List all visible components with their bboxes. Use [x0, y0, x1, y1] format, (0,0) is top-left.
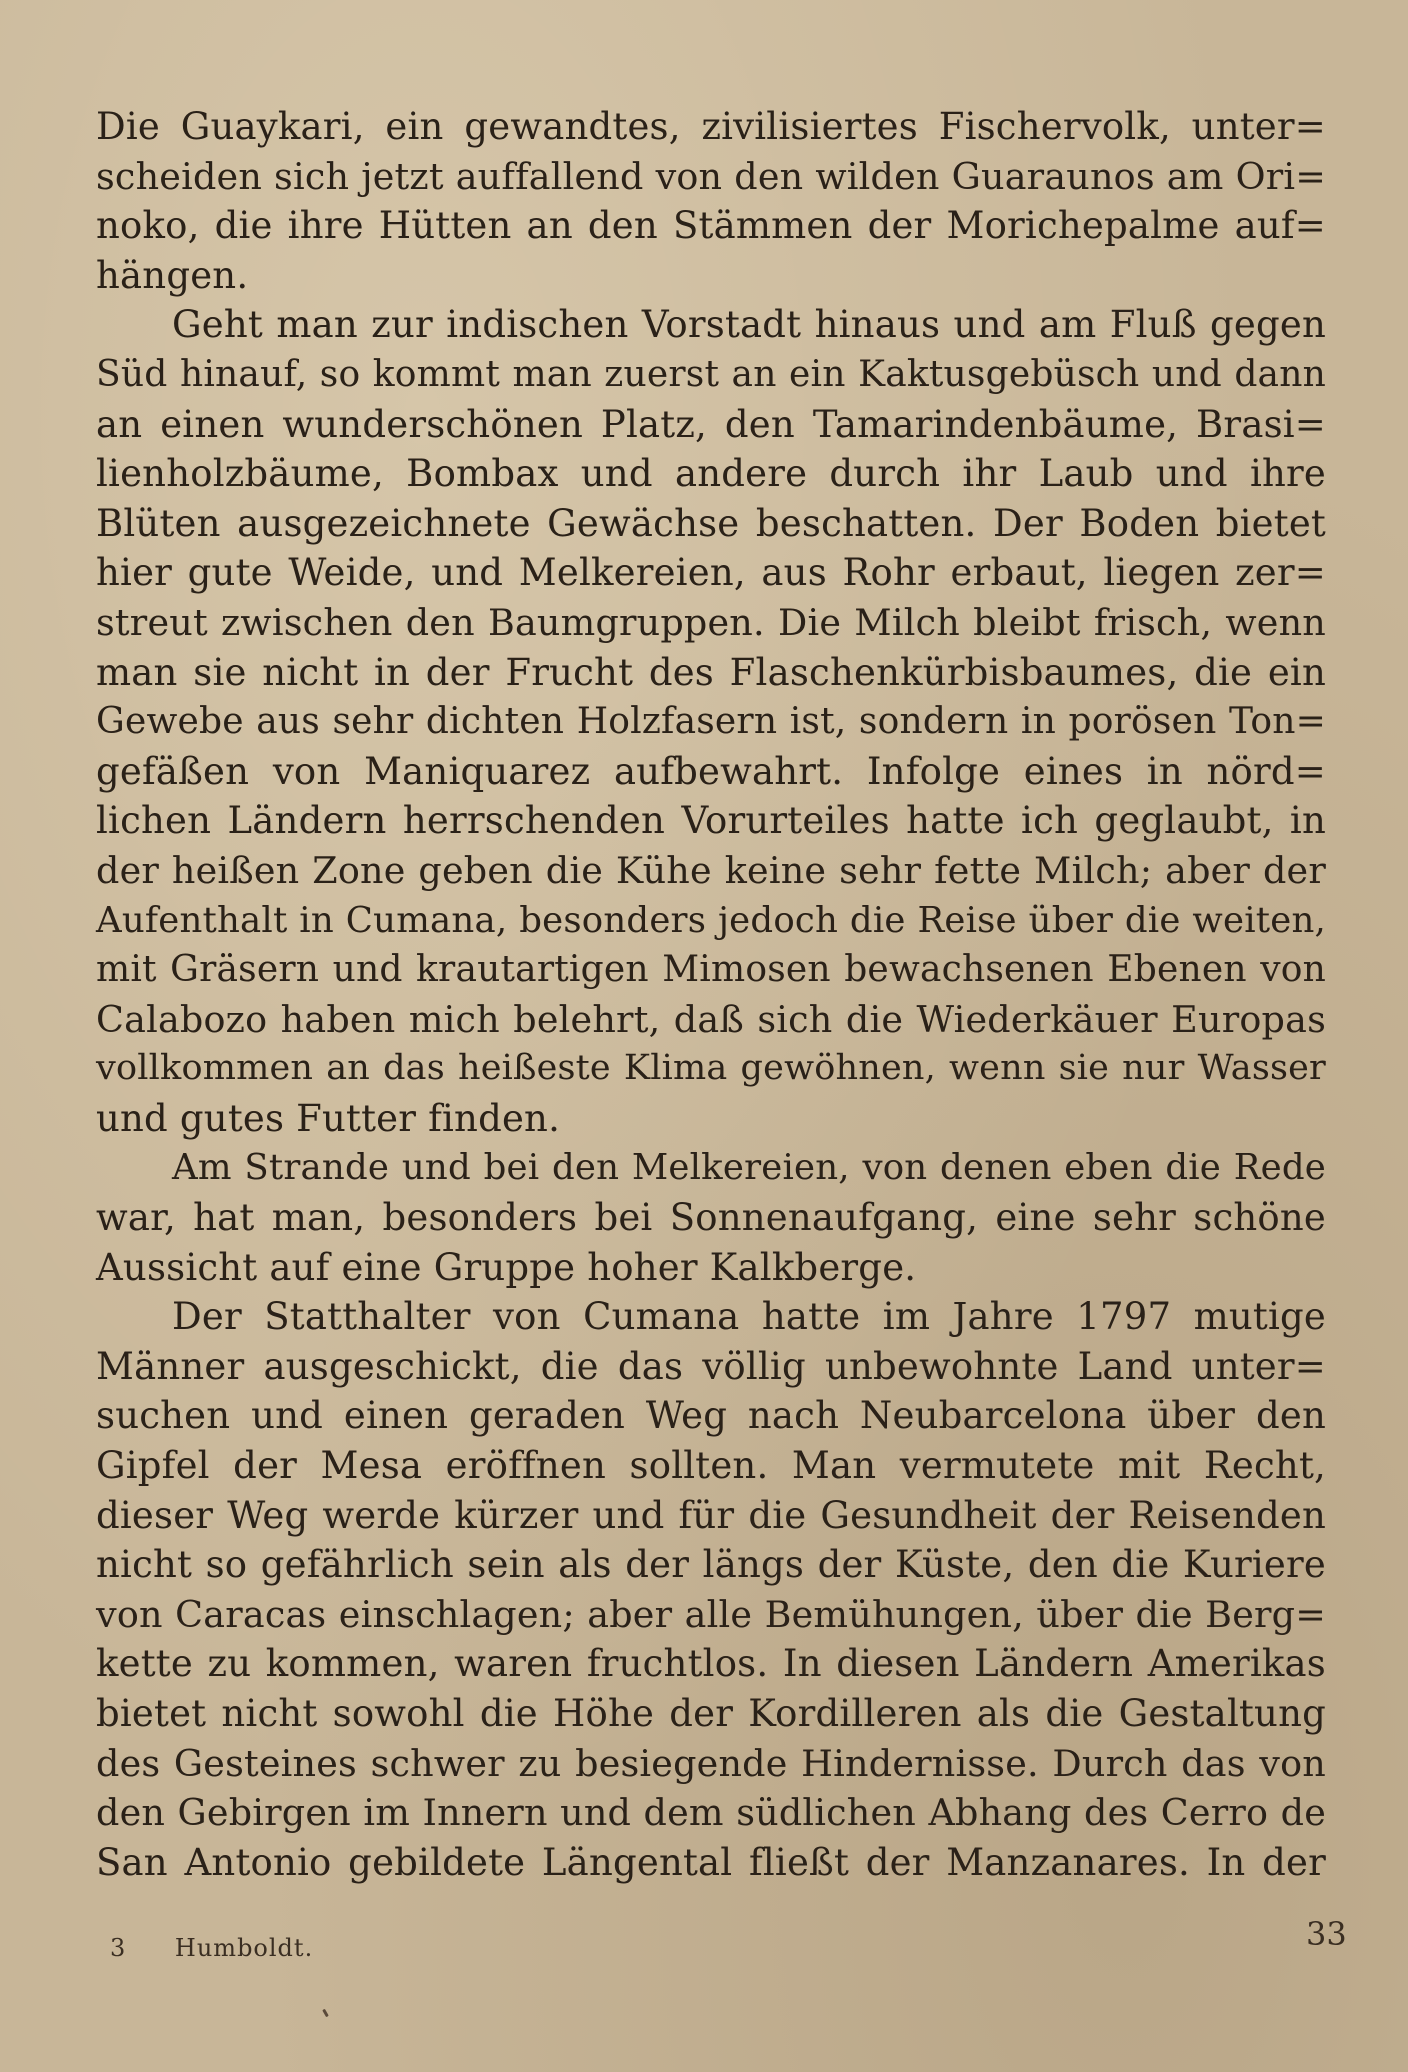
printer-signature [110, 1934, 313, 1962]
text-line: kette zu kommen, waren fruchtlos. In diesen Ländern Amerikas [96, 1642, 1326, 1686]
text-line: Männer ausgeschickt, die das völlig unbewohnte Land unter= [96, 1344, 1326, 1388]
text-line: Geht man zur indischen Vorstadt hinaus und am Fluß gegen [172, 303, 1326, 347]
text-line: suchen und einen geraden Weg nach Neubarcelona über den [96, 1394, 1326, 1438]
signature-number: 3 [110, 1934, 127, 1962]
text-line: Aussicht auf eine Gruppe hoher Kalkberge. [96, 1245, 917, 1289]
text-line: gefäßen von Maniquarez aufbewahrt. Infolge eines in nörd= [96, 749, 1326, 793]
text-line: lichen Ländern herrschenden Vorurteiles hatte ich geglaubt, in [96, 799, 1326, 843]
text-line: an einen wunderschönen Platz, den Tamarindenbäume, Brasi= [96, 402, 1326, 446]
text-line: hängen. [96, 253, 249, 297]
text-line: Blüten ausgezeichnete Gewächse beschatten. Der Boden bietet [96, 501, 1326, 545]
text-line: Süd hinauf, so kommt man zuerst an ein Kaktusgebüsch und dann [96, 353, 1326, 395]
text-line: Calabozo haben mich belehrt, daß sich die Wiederkäuer Europas [96, 997, 1326, 1041]
text-line: noko, die ihre Hütten an den Stämmen der Morichepalme auf= [96, 204, 1326, 248]
text-line: man sie nicht in der Frucht des Flaschenkürbisbaumes, die ein [96, 650, 1326, 694]
text-line: nicht so gefährlich sein als der längs der Küste, den die Kuriere [96, 1543, 1326, 1587]
text-line: Die Guaykari, ein gewandtes, zivilisiertes Fischervolk, unter= [96, 105, 1326, 148]
text-line: dieser Weg werde kürzer und für die Gesundheit der Reisenden [96, 1493, 1326, 1537]
signature-name: Humboldt. [174, 1934, 314, 1962]
text-line: mit Gräsern und krautartigen Mimosen bewachsenen Ebenen von [96, 949, 1326, 991]
text-line: Am Strande und bei den Melkereien, von denen eben die Rede [172, 1147, 1326, 1189]
page-number: 33 [1306, 1915, 1347, 1953]
text-line: vollkommen an das heißeste Klima gewöhnen, wenn sie nur Wasser [96, 1048, 1326, 1089]
text-line: Gipfel der Mesa eröffnen sollten. Man vermutete mit Recht, [96, 1444, 1326, 1488]
text-line: des Gesteines schwer zu besiegende Hindernisse. Durch das von [96, 1741, 1326, 1785]
text-line: scheiden sich jetzt auffallend von den wilden Guaraunos am Ori= [96, 154, 1326, 198]
text-line: bietet nicht sowohl die Höhe der Kordilleren als die Gestaltung [96, 1692, 1326, 1735]
text-line: der heißen Zone geben die Kühe keine sehr fette Milch; aber der [96, 848, 1326, 892]
text-line: San Antonio gebildete Längental fließt der Manzanares. In der [96, 1840, 1326, 1884]
text-line: von Caracas einschlagen; aber alle Bemühungen, über die Berg= [96, 1592, 1326, 1636]
text-line: Aufenthalt in Cumana, besonders jedoch die Reise über die weiten, [96, 899, 1326, 941]
text-line: den Gebirgen im Innern und dem südlichen Abhang des Cerro de [96, 1791, 1326, 1835]
text-line: lienholzbäume, Bombax und andere durch ihr Laub und ihre [96, 452, 1326, 496]
text-line: hier gute Weide, und Melkereien, aus Rohr erbaut, liegen zer= [96, 551, 1326, 595]
text-line: streut zwischen den Baumgruppen. Die Milch bleibt frisch, wenn [96, 600, 1326, 644]
text-line: Gewebe aus sehr dichten Holzfasern ist, sondern in porösen Ton= [96, 701, 1326, 743]
text-line: und gutes Futter finden. [96, 1096, 561, 1140]
body-text [96, 102, 1326, 1887]
text-line: Der Statthalter von Cumana hatte im Jahre 1797 mutige [172, 1295, 1326, 1339]
paper-speck [322, 2009, 329, 2017]
text-line: war, hat man, besonders bei Sonnenaufgang, eine sehr schöne [96, 1196, 1326, 1240]
